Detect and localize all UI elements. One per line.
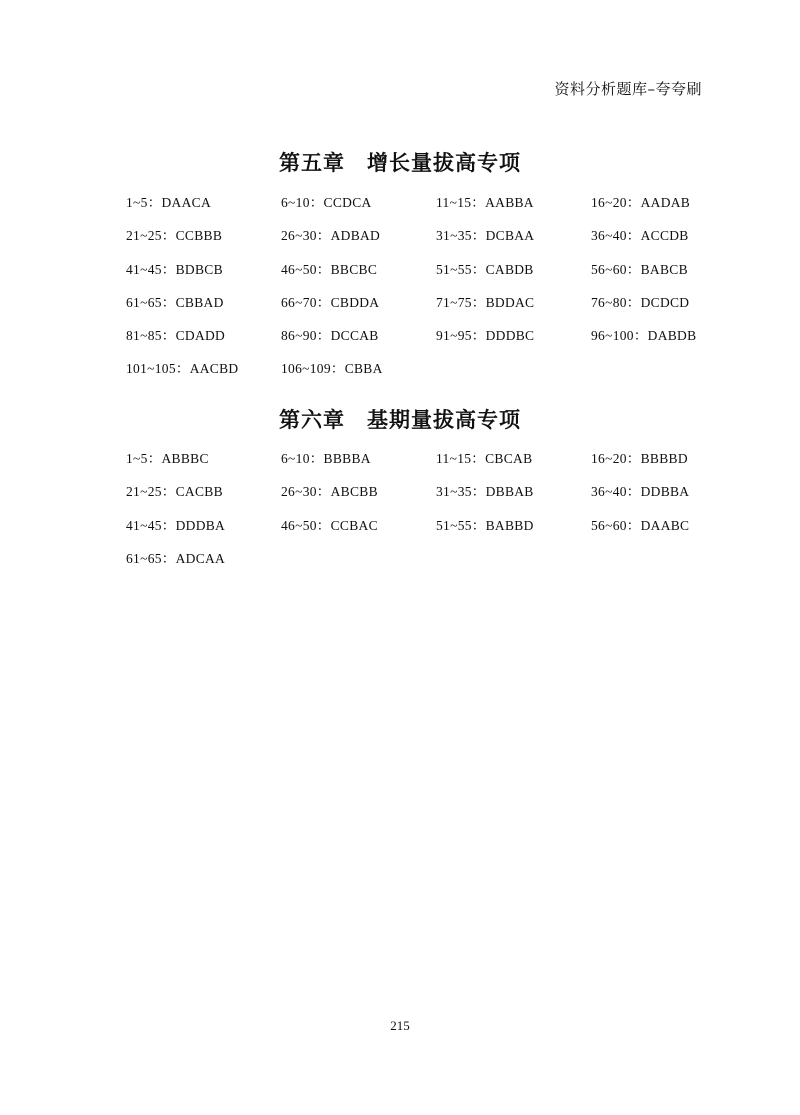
answer-entry: 91~95：DDDBC — [436, 328, 535, 344]
answer-entry: 1~5：ABBBC — [126, 451, 209, 466]
answer-entry: 46~50：BBCBC — [281, 261, 378, 277]
answer-entry: 36~40：ACCDB — [591, 228, 689, 244]
answer-entry: 16~20：AADAB — [591, 195, 691, 210]
answer-entry: 106~109：CBBA — [281, 361, 383, 377]
answer-entry: 11~15：AABBA — [436, 195, 534, 210]
answer-entry: 56~60：BABCB — [591, 261, 688, 277]
answer-entry: 1~5：DAACA — [126, 195, 212, 210]
answer-entry: 96~100：DABDB — [591, 328, 697, 344]
answer-entry: 56~60：DAABC — [591, 517, 690, 533]
answer-entry: 101~105：AACBD — [126, 361, 239, 377]
running-header: 资料分析题库–夸夸刷 — [554, 80, 702, 98]
answer-entry: 51~55：BABBD — [436, 517, 534, 533]
answer-entry: 21~25：CACBB — [126, 484, 223, 500]
answer-entry: 21~25：CCBBB — [126, 228, 223, 244]
chapter-6-title: 第六章 基期量拔高专项 — [279, 407, 521, 432]
answer-entry: 16~20：BBBBD — [591, 451, 688, 466]
answer-entry: 71~75：BDDAC — [436, 294, 535, 310]
chapter-5-answer-grid — [126, 192, 746, 392]
answer-entry: 61~65：ADCAA — [126, 550, 226, 566]
answer-entry: 51~55：CABDB — [436, 261, 534, 277]
answer-entry: 76~80：DCDCD — [591, 294, 690, 310]
answer-entry: 26~30：ADBAD — [281, 228, 381, 244]
answer-entry: 31~35：DCBAA — [436, 228, 535, 244]
answer-entry: 6~10：BBBBA — [281, 451, 371, 466]
answer-entry: 31~35：DBBAB — [436, 484, 534, 500]
chapter-5-title: 第五章 增长量拔高专项 — [279, 150, 521, 175]
answer-entry: 26~30：ABCBB — [281, 484, 378, 500]
answer-entry: 6~10：CCDCA — [281, 195, 372, 210]
answer-entry: 46~50：CCBAC — [281, 517, 378, 533]
chapter-6-answer-grid — [126, 448, 746, 581]
answer-entry: 61~65：CBBAD — [126, 294, 224, 310]
answer-entry: 66~70：CBDDA — [281, 294, 380, 310]
answer-entry: 41~45：BDBCB — [126, 261, 223, 277]
answer-entry: 36~40：DDBBA — [591, 484, 690, 500]
answer-entry: 86~90：DCCAB — [281, 328, 379, 344]
answer-entry: 81~85：CDADD — [126, 328, 226, 344]
answer-entry: 11~15：CBCAB — [436, 451, 533, 466]
answer-entry: 41~45：DDDBA — [126, 517, 226, 533]
page-number: 215 — [390, 1018, 410, 1033]
